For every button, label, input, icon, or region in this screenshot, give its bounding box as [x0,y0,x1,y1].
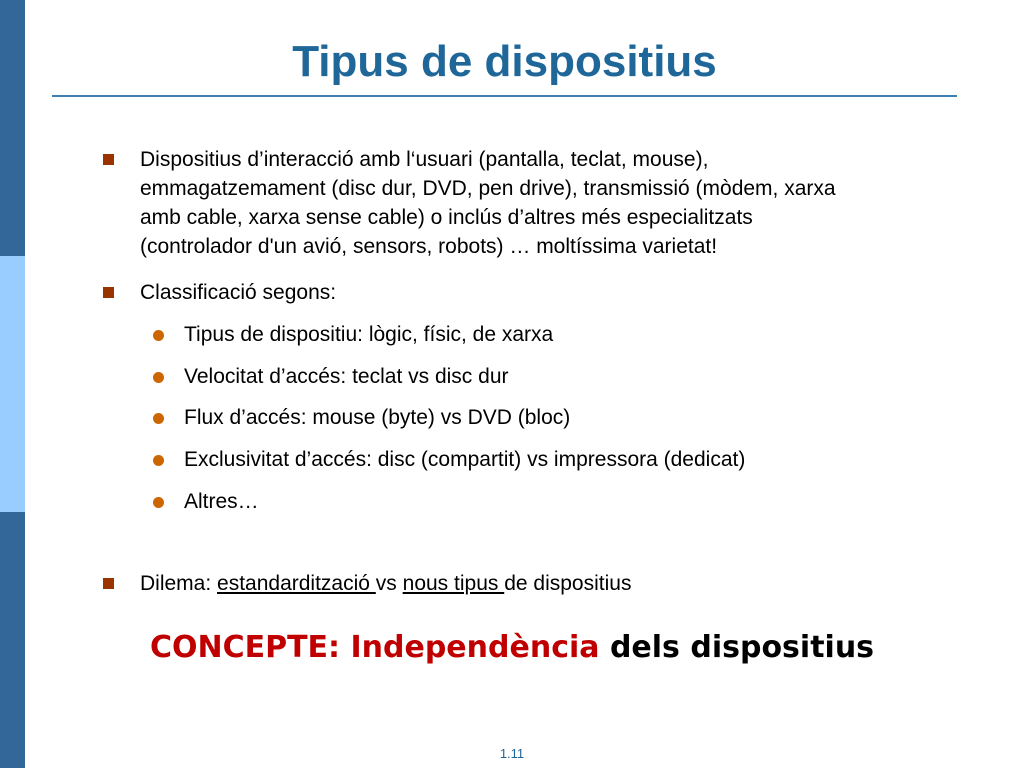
concept-red-text: CONCEPTE: Independència [149,630,600,665]
sub-bullet-4: Exclusivitat d’accés: disc (compartit) vs impressora (dedicat) [184,448,746,471]
bullet-1-line-2: emmagatzemament (disc dur, DVD, pen drive), transmissió (mòdem, xarxa [140,177,836,200]
bullet-3-text [140,569,1000,598]
dilema-suffix: de dispositius [504,572,632,595]
bullet-square-icon [103,287,114,298]
slide-title: Tipus de dispositius [292,37,717,86]
dilema-prefix: Dilema: [140,572,218,595]
sub-bullet-3: Flux d’accés: mouse (byte) vs DVD (bloc) [184,406,571,429]
page-number: 1.11 [499,746,525,761]
concept-statement [0,628,1024,668]
dilema-standardization: estandardització [217,572,376,595]
bullet-1-line-1: Dispositius d’interacció amb l‘usuari (pantalla, teclat, mouse), [140,148,709,171]
bullet-1-line-3: amb cable, xarxa sense cable) o inclús d’altres més especialitzats [140,206,753,229]
bullet-dot-icon [153,455,164,466]
concept-black-text: dels dispositius [599,630,875,665]
sub-bullet-2: Velocitat d’accés: teclat vs disc dur [184,365,509,388]
bullet-square-icon [103,154,114,165]
sub-bullet-1: Tipus de dispositiu: lògic, físic, de xarxa [184,323,554,346]
dilema-vs: vs [375,572,403,595]
bullet-dot-icon [153,372,164,383]
bullet-square-icon [103,578,114,589]
bullet-1-line-4: (controlador d'un avió, sensors, robots) … moltíssima varietat! [140,235,718,258]
dilema-new-types: nous tipus [402,572,505,595]
bullet-2-text: Classificació segons: [140,281,337,304]
bullet-dot-icon [153,330,164,341]
bullet-dot-icon [153,413,164,424]
bullet-dot-icon [153,497,164,508]
sub-bullet-5: Altres… [184,490,259,513]
